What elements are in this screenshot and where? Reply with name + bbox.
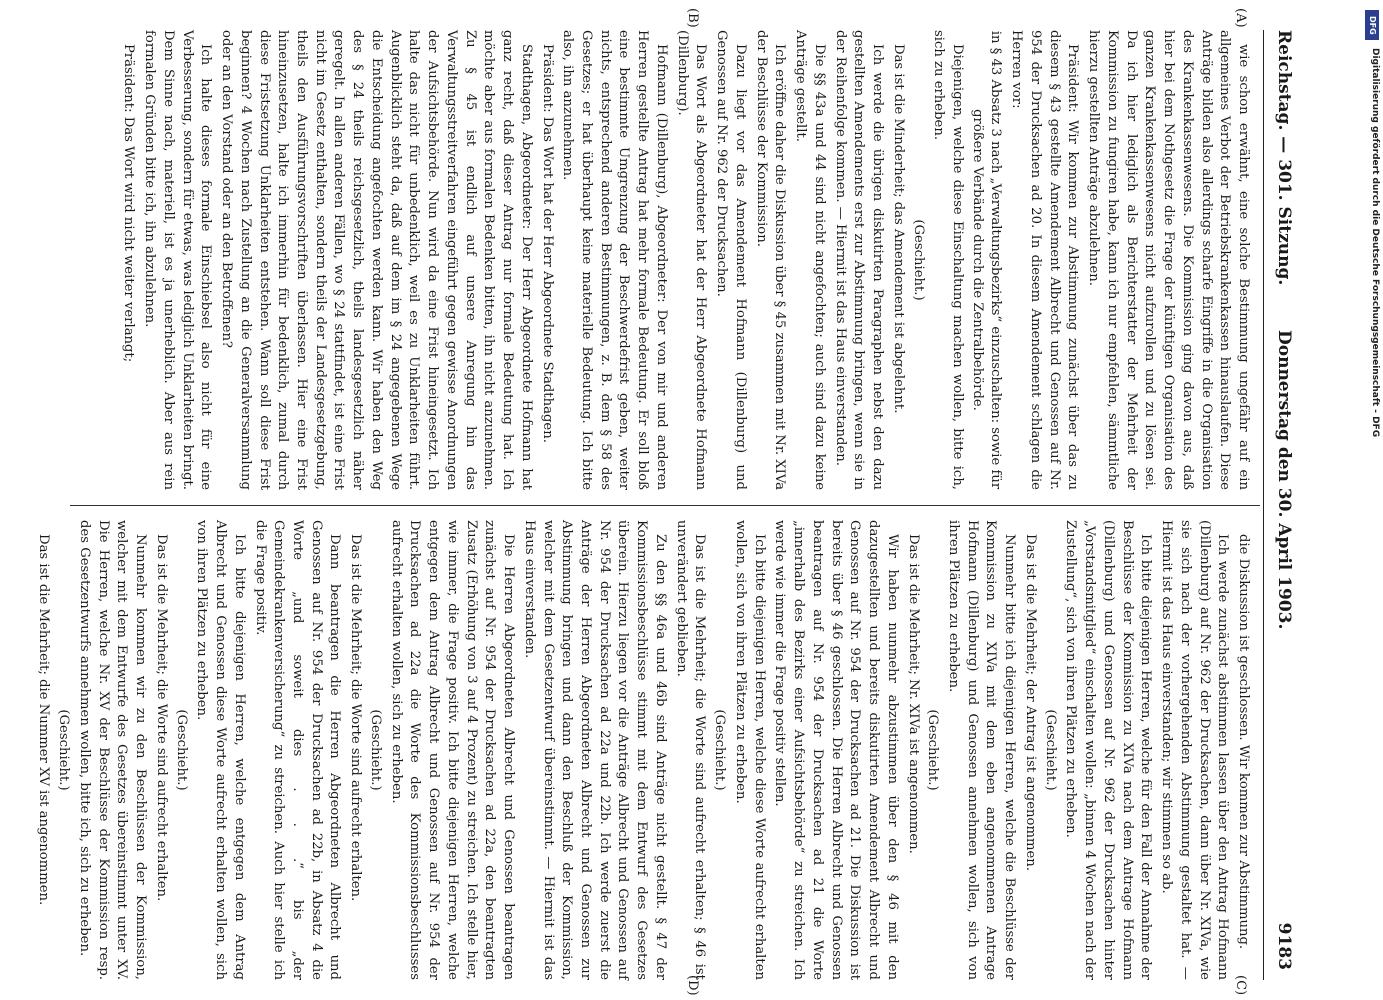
digitization-credit: Digitalisierung gefördert durch die Deutsche Forschungsgemeinschaft - DFG: [1370, 48, 1380, 438]
column-divider: [70, 505, 1260, 506]
paragraph: Dann beantragen die Herren Abgeordneten Albrecht und Genossen auf Nr. 954 der Drucksachen ad 22b, in Absatz 4 die Worte „und soweit dies . . .“ bis „der Gemeindekrankenversicherung“ zu streichen. Auch hier stelle ich die Frage positiv.: [252, 520, 343, 980]
paragraph: (Geschieht.): [910, 219, 926, 301]
paragraph: Ich bitte diejenigen Herren, welche entgegen dem Antrag Albrecht und Genossen diese Worte aufrecht erhalten wollen, sich von ihren Plätzen zu erheben.: [194, 520, 247, 980]
paragraph: (Geschieht.): [173, 709, 189, 791]
page-header: [1264, 30, 1294, 970]
paragraph: in § 43 Absatz 3 nach „Verwaltungsbezirks“ einzuschalten: sowie für größere Verbände durch die Zentralbehörde.: [969, 30, 1004, 490]
paragraph: die Diskussion ist geschlossen. Wir kommen zur Abstimmung.: [1236, 534, 1251, 950]
paragraph: Das ist die Mehrheit; Nr. XIVa ist angenommen.: [905, 534, 921, 854]
paragraph: Nunmehr kommen wir zu den Beschlüssen der Kommission, welcher mit dem Entwurfe des Gesetzes übereinstimmt unter XV. Die Herren, welche Nr. XV der Beschlüsse der Kommission resp. des Gesetzentwurfs annehmen wollen, bitte ich, sich zu erheben.: [76, 520, 149, 980]
left-column: [72, 30, 1252, 490]
margin-marker-b: (B): [685, 8, 700, 28]
paragraph: Präsident: Das Wort wird nicht weiter verlangt;: [121, 44, 137, 363]
paragraph: Die Herren Abgeordneten Albrecht und Genossen beantragen zunächst auf Nr. 954 der Drucksachen ad 22a, den beantragten Zusatz (Erhöhung von 3 auf 4 Prozent) zu streichen. Ich stelle hier, wie immer, die Frage positiv. Ich bitte diejenigen Herren, welche entgegen dem Antrag Albrecht und Genossen auf Nr. 954 der Drucksachen ad 22a die Worte des Kommissionsbeschlusses aufrecht erhalten wollen, sich zu erheben.: [388, 520, 517, 980]
header-center: Donnerstag den 30. April 1903.: [1274, 330, 1294, 630]
margin-marker-d: (D): [685, 975, 700, 996]
paragraph: Das ist die Mehrheit; der Antrag ist angenommen.: [1022, 534, 1038, 871]
paragraph: Ich werde zunächst abstimmen lassen über den Antrag Hofmann (Dillenburg) auf Nr. 962 der Drucksachen, dann über Nr. XIVa, wie sie sich nach der vorhergehenden Abstimmung gestaltet hat. — Hiermit ist das Haus einverstanden; wir stimmen so ab.: [1159, 520, 1231, 980]
right-column: [36, 520, 1252, 980]
paragraph: Nunmehr bitte ich diejenigen Herren, welche die Beschlüsse der Kommission zu XIVa mit dem eben angenommenen Antrage Hofmann (Dillenburg) und Genossen annehmen wollen, sich von ihren Plätzen zu erheben.: [945, 520, 1018, 980]
rotated-document-page: [36, 0, 1340, 1000]
paragraph: Das ist die Minderheit; das Amendement ist abgelehnt.: [890, 44, 906, 414]
paragraph: Diejenigen, welche diese Einschaltung machen wollen, bitte ich, sich zu erheben.: [931, 30, 965, 490]
paragraph: Das Wort als Abgeordneter hat der Herr Abgeordnete Hofmann (Dillenburg).: [674, 30, 709, 490]
paragraph: Stadthagen, Abgeordneter: Der Herr Abgeordnete Hofmann hat ganz recht, daß dieser Antrag nur formale Bedeutung hat. Ich möchte aber aus formalen Bedenken bitten, ihn nicht anzunehmen. Zu § 45 ist endlich auf unsere Anregung hin das Verwaltungsstreitverfahren eingeführt gegen gewisse Anordnungen der Aufsichtsbehörde. Nun wird da eine Frist hineingesetzt. Ich halte das nicht für unbedenklich, weil es zu Unklarheiten führt. Augenblicklich steht da, daß auf dem im § 24 angegebenen Wege die Entscheidung angefochten werden kann. Wir haben den Weg des § 24 theils reichsgesetzlich, theils landesgesetzlich näher geregelt. In allen anderen Fällen, wo § 24 stattfindet, ist eine Frist nicht im Gesetz enthalten, sondern theils der Landesgesetzgebung, theils den Ausführungsvorschriften überlassen. Hier eine Frist hineinzusetzen, halte ich immerhin für bedenklich, zumal durch diese Fristsetzung Unklarheiten entstehen. Wann soll diese Frist beginnen? 4 Wochen nach Zustellung an die Generalversammlung oder an den Vorstand oder an den Betroffenen?: [219, 30, 534, 490]
paragraph: (Geschieht.): [925, 709, 941, 791]
paragraph: wie schon erwähnt, eine solche Bestimmung ungefähr auf ein allgemeines Verbot der Betriebskrankenkassen hinauslaufen. Diese Anträge bilden also allerdings scharfe Eingriffe in die Organisation des Krankenkassenwesens. Die Kommission ging davon aus, daß hier bei dem Nothgesetz die Frage der künftigen Organisation des ganzen Krankenkassenwesens nicht aufzurollen und zu lösen sei. Da ich hier lediglich als Berichterstatter der Mehrheit der Kommission zu fungiren habe, kann ich nur empfehlen, sämmtliche hierzu gestellten Anträge abzulehnen.: [1086, 30, 1251, 490]
paragraph: Präsident: Wir kommen zur Abstimmung zunächst über das zu diesem § 43 gestellte Amendement Albrecht und Genossen auf Nr. 954 der Drucksachen ad 20. In diesem Amendement schlagen die Herren vor:: [1009, 30, 1081, 490]
paragraph: Wir haben nunmehr abzustimmen über den § 46 mit den dazugestellten und bereits diskutirten Amendement Albrecht und Genossen auf Nr. 954 der Drucksachen ad 21. Die Diskussion ist bereits über § 46 geschlossen. Die Herren Albrecht und Genossen beantragen auf Nr. 954 der Drucksachen ad 21 die Worte „innerhalb des Bezirks einer Aufsichtsbehörde“ zu streichen. Ich werde wie immer die Frage positiv stellen.: [772, 520, 900, 980]
header-rule: [1263, 30, 1264, 980]
paragraph: Zu den §§ 46a und 46b sind Anträge nicht gestellt. § 47 der Kommissionsbeschlüsse stimmt mit dem Entwurf des Gesetzes überein. Hierzu liegen vor die Anträge Albrecht und Genossen auf Nr. 954 der Drucksachen ad 22a und 22b. Ich werde zuerst die Anträge der Herren Abgeordneten Albrecht und Genossen zur Abstimmung bringen und dann den Beschluß der Kommission, welcher mit dem Gesetzentwurf übereinstimmt. — Hiermit ist das Haus einverstanden.: [521, 520, 668, 980]
paragraph: Ich halte dieses formale Einschiebsel also nicht für eine Verbesserung, sondern für etwas, was lediglich Unklarheiten bringt. Dem Sinne nach, materiell, ist es ja unerheblich. Aber aus rein formalen Gründen bitte ich, ihn abzulehnen.: [142, 30, 214, 490]
paragraph: Ich bitte diejenigen Herren, welche für den Fall der Annahme der Beschlüsse der Kommission zu XIVa nach dem Antrage Hofmann (Dillenburg) und Genossen auf Nr. 962 der Drucksachen hinter „Vorstandsmitglied“ einschalten wollen: „binnen 4 Wochen nach der Zustellung“, sich von ihren Plätzen zu erheben.: [1063, 520, 1154, 980]
paragraph: Ich werde die übrigen diskutirten Paragraphen nebst den dazu gestellten Amendements erst zur Abstimmung bringen, wenn sie in der Reihenfolge kommen. — Hiermit ist das Haus einverstanden.: [832, 30, 886, 490]
paragraph: Hofmann (Dillenburg), Abgeordneter: Der von mir und anderen Herren gestellte Antrag hat mehr formale Bedeutung. Er soll bloß eine bestimmte Umgrenzung der Beschwerdefrist geben, weiter nichts, entsprechend anderen Bestimmungen, z. B. dem § 58 des Gesetzes; er hat überhaupt keine materielle Bedeutung. Ich bitte also, ihn anzunehmen.: [560, 30, 669, 490]
paragraph: (Geschieht.): [56, 709, 72, 791]
paragraph: Die §§ 43a und 44 sind nicht angefochten; auch sind dazu keine Anträge gestellt.: [793, 30, 827, 490]
paragraph: Ich bitte diejenigen Herren, welche diese Worte aufrecht erhalten wollen, sich von ihren Plätzen zu erheben.: [732, 520, 767, 980]
paragraph: Das ist die Mehrheit; die Worte sind aufrecht erhalten.: [348, 534, 364, 902]
margin-marker-c: (C): [1233, 975, 1248, 996]
paragraph: (Geschieht.): [1042, 709, 1058, 791]
header-left: Reichstag. — 301. Sitzung.: [1274, 30, 1294, 286]
paragraph: (Geschieht.): [712, 709, 728, 791]
page-number: 9183: [1274, 922, 1294, 970]
paragraph: Präsident: Das Wort hat der Herr Abgeordnete Stadthagen.: [539, 44, 555, 443]
margin-marker-a: (A): [1233, 8, 1248, 28]
paragraph: Dazu liegt vor das Amendement Hofmann (Dillenburg) und Genossen auf Nr. 962 der Drucksachen.: [714, 30, 748, 490]
paragraph: (Geschieht.): [367, 709, 383, 791]
paragraph: Das ist die Mehrheit; die Worte sind aufrecht erhalten.: [153, 534, 169, 902]
dfg-logo: DFG: [1365, 10, 1379, 40]
paragraph: Das ist die Mehrheit; die Nummer XV ist angenommen.: [36, 534, 52, 906]
paragraph: Das ist die Mehrheit; die Worte sind aufrecht erhalten; § 46 ist unverändert geblieben.: [673, 520, 708, 980]
paragraph: Ich eröffne daher die Diskussion über § 45 zusammen mit Nr. XIVa der Beschlüsse der Kommission.: [753, 30, 788, 490]
